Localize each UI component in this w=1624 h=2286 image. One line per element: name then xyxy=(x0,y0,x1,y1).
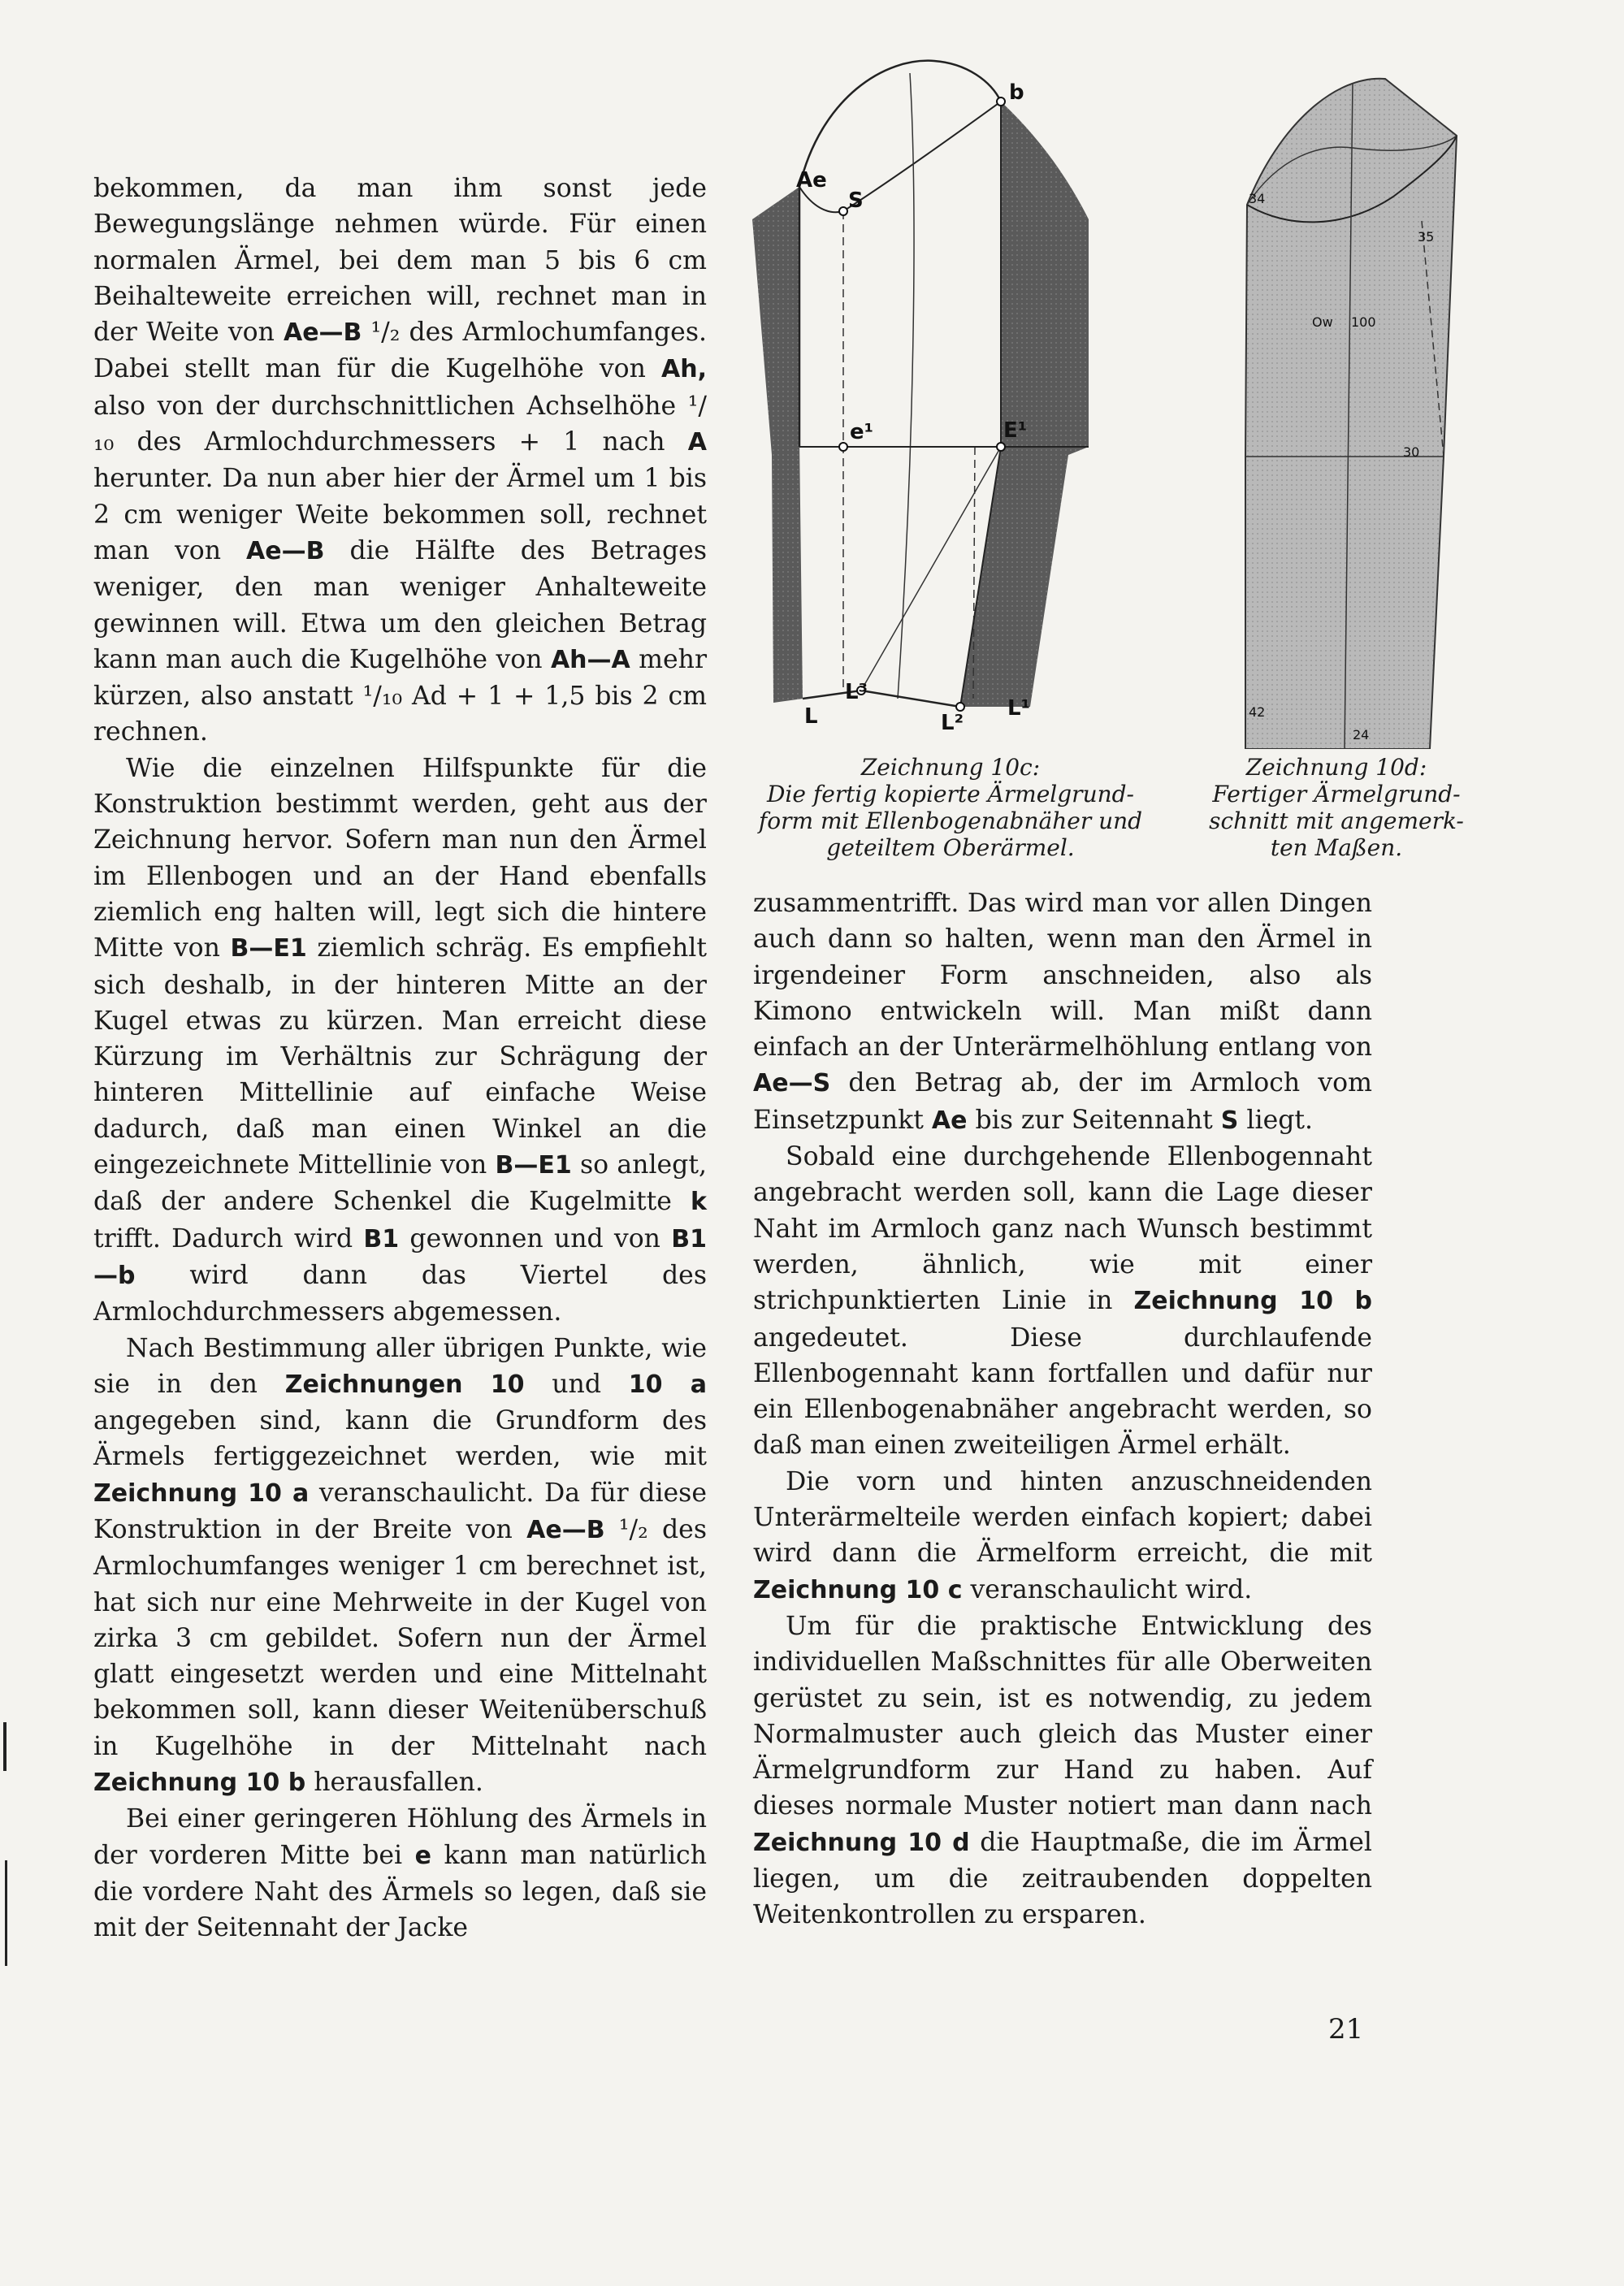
left-paragraphs xyxy=(93,171,707,1946)
bold-reference: Zeichnung 10 a xyxy=(93,1479,310,1508)
label-L2: L² xyxy=(941,711,964,735)
caption-10d xyxy=(1182,754,1491,861)
caption-10c-line-2: Die fertig kopierte Ärmelgrund- xyxy=(766,781,1135,807)
text-run: Bei einer geringeren Höhlung des Ärmels in der vorderen Mitte bei xyxy=(93,1804,707,1870)
text-run: herausfallen. xyxy=(305,1768,483,1798)
bold-reference: Ah—A xyxy=(550,645,630,674)
bold-reference: A xyxy=(687,428,707,457)
bold-reference: B—E1 xyxy=(495,1151,572,1180)
left-text-column xyxy=(93,171,707,1946)
measure-34: 34 xyxy=(1249,191,1266,206)
measure-Ow: Ow xyxy=(1312,314,1333,330)
measure-35: 35 xyxy=(1418,229,1435,245)
text-run: veranschaulicht. Da für diese Konstruktion in der Breite von xyxy=(93,1478,707,1544)
bold-reference: Zeichnung 10 c xyxy=(753,1575,963,1604)
caption-10c-line-3: form mit Ellenbogenabnäher und xyxy=(758,807,1143,834)
text-run: wird dann das Viertel des Armlochdurchmessers abgemessen. xyxy=(93,1260,707,1327)
right-text-column xyxy=(753,885,1372,1933)
bold-reference: Ae—S xyxy=(753,1069,831,1098)
text-run: den Betrag ab, der im Armloch vom Einsetzpunkt xyxy=(753,1068,1372,1135)
bold-reference: Zeichnung 10 b xyxy=(1133,1287,1372,1316)
under-sleeve-right-piece xyxy=(960,102,1089,707)
text-run: und xyxy=(524,1369,629,1399)
bold-reference: 10 a xyxy=(628,1370,708,1399)
paragraph xyxy=(93,1801,707,1946)
text-run: ¹/₂ des Armlochumfanges. Dabei stellt man für die Kugelhöhe von xyxy=(93,318,708,384)
caption-10c-line-1: Zeichnung 10c: xyxy=(860,754,1041,781)
bold-reference: B1 xyxy=(363,1224,400,1253)
paragraph xyxy=(93,1331,707,1802)
text-run: so anlegt, daß der andere Schenkel die Kugelmitte xyxy=(93,1150,707,1217)
label-L3: L³ xyxy=(845,680,868,704)
text-run: angedeutet. Diese durchlaufende Ellenbogennaht kann fortfallen und dafür nur ein Ellenbogenabnäher angebracht werden, so daß man einen zweiteiligen Ärmel erhält. xyxy=(753,1323,1372,1461)
bold-reference: B1—b xyxy=(93,1224,707,1290)
text-run: Sobald eine durchgehende Ellenbogennaht angebracht werden soll, kann die Lage dieser Naht im Armloch ganz nach Wunsch bestimmt werden, ähnlich, wie mit einer strichpunktierten Linie in xyxy=(753,1142,1372,1316)
text-run: also von der durchschnittlichen Achselhöhe ¹/₁₀ des Armlochdurchmessers + 1 nach xyxy=(93,391,707,457)
text-run: veranschaulicht wird. xyxy=(962,1574,1253,1604)
label-L1: L¹ xyxy=(1007,696,1030,721)
text-run: gewonnen und von xyxy=(399,1223,672,1253)
label-L: L xyxy=(804,704,818,729)
text-run: angegeben sind, kann die Grundform des Ärmels fertiggezeichnet werden, wie mit xyxy=(93,1406,707,1472)
bold-reference: B—E1 xyxy=(230,934,307,963)
measure-24: 24 xyxy=(1353,727,1370,743)
text-run: mehr kürzen, also anstatt ¹/₁₀ Ad + 1 + 1,5 bis 2 cm rechnen. xyxy=(93,644,707,747)
text-run: liegt. xyxy=(1238,1105,1314,1135)
measure-100: 100 xyxy=(1351,314,1376,330)
bold-reference: Ae—B xyxy=(526,1515,605,1544)
measure-42: 42 xyxy=(1249,704,1266,720)
page-number: 21 xyxy=(1328,2013,1364,2046)
text-run: Nach Bestimmung aller übrigen Punkte, wie sie in den xyxy=(93,1333,707,1399)
paragraph xyxy=(753,1608,1372,1933)
under-sleeve-left-piece xyxy=(752,187,803,703)
text-run: ¹/₂ des Armlochumfanges weniger 1 cm berechnet ist, hat sich nur eine Mehrweite in der Kugel von zirka 3 cm gebildet. Sofern nun der Ärmel glatt eingesetzt werden und eine Mittelnaht bekommen soll, kann dieser Weitenüberschuß in Kugelhöhe in der Mittelnaht nach xyxy=(93,1514,707,1761)
text-run: kann man natürlich die vordere Naht des Ärmels so legen, daß sie mit der Seitennaht der Jacke xyxy=(93,1840,707,1943)
caption-10c xyxy=(715,754,1186,861)
bold-reference: Zeichnungen 10 xyxy=(284,1370,525,1399)
paragraph xyxy=(753,1139,1372,1464)
label-b: b xyxy=(1009,80,1024,105)
text-run: bekommen, da man ihm sonst jede Bewegungslänge nehmen würde. Für einen normalen Ärmel, bei dem man 5 bis 6 cm Beihalteweite erreichen will, rechnet man in der Weite von xyxy=(93,174,707,348)
text-run: Wie die einzelnen Hilfspunkte für die Konstruktion bestimmt werden, geht aus der Zeichnung hervor. Sofern man nun den Ärmel im Ellenbogen und an der Hand ebenfalls ziemlich eng halten will, legt sich die hintere Mitte von xyxy=(93,753,707,963)
bold-reference: k xyxy=(691,1188,707,1217)
caption-10d-line-4: ten Maßen. xyxy=(1270,834,1403,861)
caption-10d-line-2: Fertiger Ärmelgrund- xyxy=(1212,781,1461,807)
paragraph xyxy=(93,171,707,751)
text-run: die Hauptmaße, die im Ärmel liegen, um die zeitraubenden doppelten Weitenkontrollen zu ersparen. xyxy=(753,1827,1372,1930)
text-run: ziemlich schräg. Es empfiehlt sich deshalb, in der hinteren Mitte an der Kugel etwas zu kürzen. Man erreicht diese Kürzung im Verhältnis zur Schrägung der hinteren Mittellinie auf einfache Weise dadurch, daß man einen Winkel an die eingezeichnete Mittellinie von xyxy=(93,933,707,1180)
bold-reference: Ae xyxy=(931,1106,968,1135)
label-S: S xyxy=(848,188,864,213)
figure-10c-sleeve-pattern xyxy=(747,49,1170,747)
measure-30: 30 xyxy=(1403,444,1420,460)
bold-reference: e xyxy=(414,1841,431,1870)
text-run: herunter. Da nun aber hier der Ärmel um 1 bis 2 cm weniger Weite bekommen soll, rechnet man von xyxy=(93,464,707,565)
scan-mark xyxy=(5,1860,7,1966)
text-run: die Hälfte des Betrages weniger, den man weniger Anhalteweite gewinnen will. Etwa um den gleichen Betrag kann man auch die Kugelhöhe von xyxy=(93,535,707,674)
paragraph xyxy=(753,885,1372,1139)
caption-10d-line-1: Zeichnung 10d: xyxy=(1245,754,1427,781)
scan-mark xyxy=(3,1722,6,1771)
label-e1: e¹ xyxy=(850,420,874,444)
bold-reference: S xyxy=(1220,1106,1239,1135)
bold-reference: Zeichnung 10 b xyxy=(93,1769,306,1798)
text-run: Die vorn und hinten anzuschneidenden Unterärmelteile werden einfach kopiert; dabei wird dann die Ärmelform erreicht, die mit xyxy=(753,1466,1372,1569)
text-run: zusammentrifft. Das wird man vor allen Dingen auch dann so halten, wenn man den Ärmel in irgendeiner Form anschneiden, also als Kimono entwickeln will. Man mißt dann einfach an der Unterärmelhöhlung entlang von xyxy=(753,889,1372,1063)
bold-reference: Ae—B xyxy=(283,318,362,348)
text-run: Um für die praktische Entwicklung des individuellen Maßschnittes für alle Oberweiten gerüstet zu sein, ist es notwendig, zu jedem Normalmuster auch gleich das Muster einer Ärmelgrundform zur Hand zu haben. Auf dieses normale Muster notiert man dann nach xyxy=(753,1611,1372,1821)
text-run: trifft. Dadurch wird xyxy=(93,1223,364,1253)
paragraph xyxy=(93,751,707,1331)
text-run: bis zur Seitennaht xyxy=(967,1105,1221,1135)
bold-reference: Ah, xyxy=(661,355,707,384)
paragraph xyxy=(753,1464,1372,1608)
right-paragraphs xyxy=(753,885,1372,1933)
bold-reference: Zeichnung 10 d xyxy=(753,1828,970,1857)
label-Ae: Ae xyxy=(796,168,827,193)
caption-10d-line-3: schnitt mit angemerk- xyxy=(1209,807,1464,834)
armhole-curve xyxy=(843,102,1001,211)
caption-10c-line-4: geteiltem Oberärmel. xyxy=(826,834,1075,861)
figure-10d-sleeve-pattern xyxy=(1231,58,1475,749)
bold-reference: Ae—B xyxy=(246,536,325,565)
label-E1: E¹ xyxy=(1003,418,1028,443)
